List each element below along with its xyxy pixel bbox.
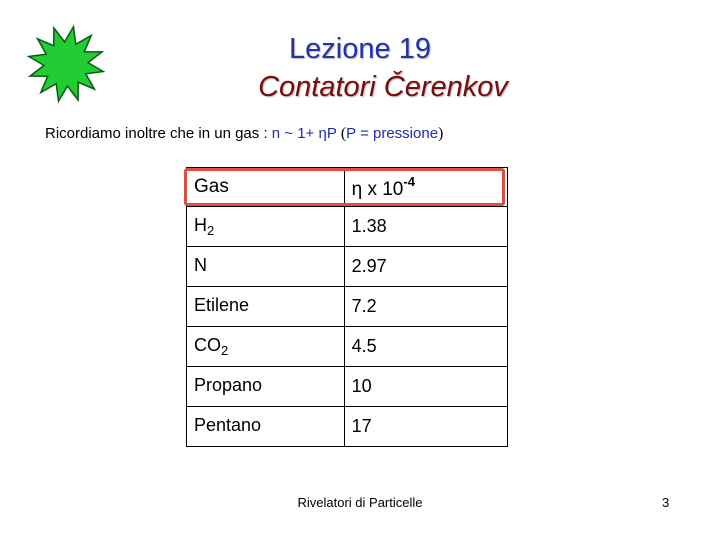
page-number: 3	[662, 495, 670, 510]
table-row	[187, 367, 508, 407]
cell-gas: Pentano	[187, 407, 345, 447]
intro-lead: Ricordiamo inoltre che in un gas :	[45, 125, 272, 142]
paren-open: (	[336, 125, 347, 142]
cell-eta: 17	[344, 407, 507, 447]
intro-text	[45, 124, 685, 144]
formula: n ~ 1+ ηP	[271, 125, 337, 142]
cell-eta: 1.38	[344, 207, 507, 247]
table-row	[187, 287, 508, 327]
slide-subtitle: Contatori Čerenkov	[258, 71, 508, 103]
cell-gas: Etilene	[187, 287, 345, 327]
cell-eta: 4.5	[344, 327, 507, 367]
slide-title: Lezione 19	[289, 33, 431, 65]
footer-text: Rivelatori di Particelle	[297, 495, 423, 510]
table-row	[187, 407, 508, 447]
cell-gas: Propano	[187, 367, 345, 407]
header-gas: Gas	[187, 168, 345, 207]
table-row	[187, 207, 508, 247]
table-row	[187, 247, 508, 287]
cell-eta: 7.2	[344, 287, 507, 327]
table-row	[187, 327, 508, 367]
table-header-row	[187, 168, 508, 207]
header-eta: η x $10^{-4}$	[344, 168, 507, 207]
gas-table	[186, 167, 508, 447]
cell-gas: $CO_2$	[187, 327, 345, 367]
cell-gas: $H_2$	[187, 207, 345, 247]
cell-eta: 10	[344, 367, 507, 407]
gas-table-container	[186, 167, 508, 447]
paren-close: )	[438, 125, 444, 142]
cell-eta: 2.97	[344, 247, 507, 287]
pressure-note: P = pressione	[346, 125, 439, 142]
cell-gas: N	[187, 247, 345, 287]
